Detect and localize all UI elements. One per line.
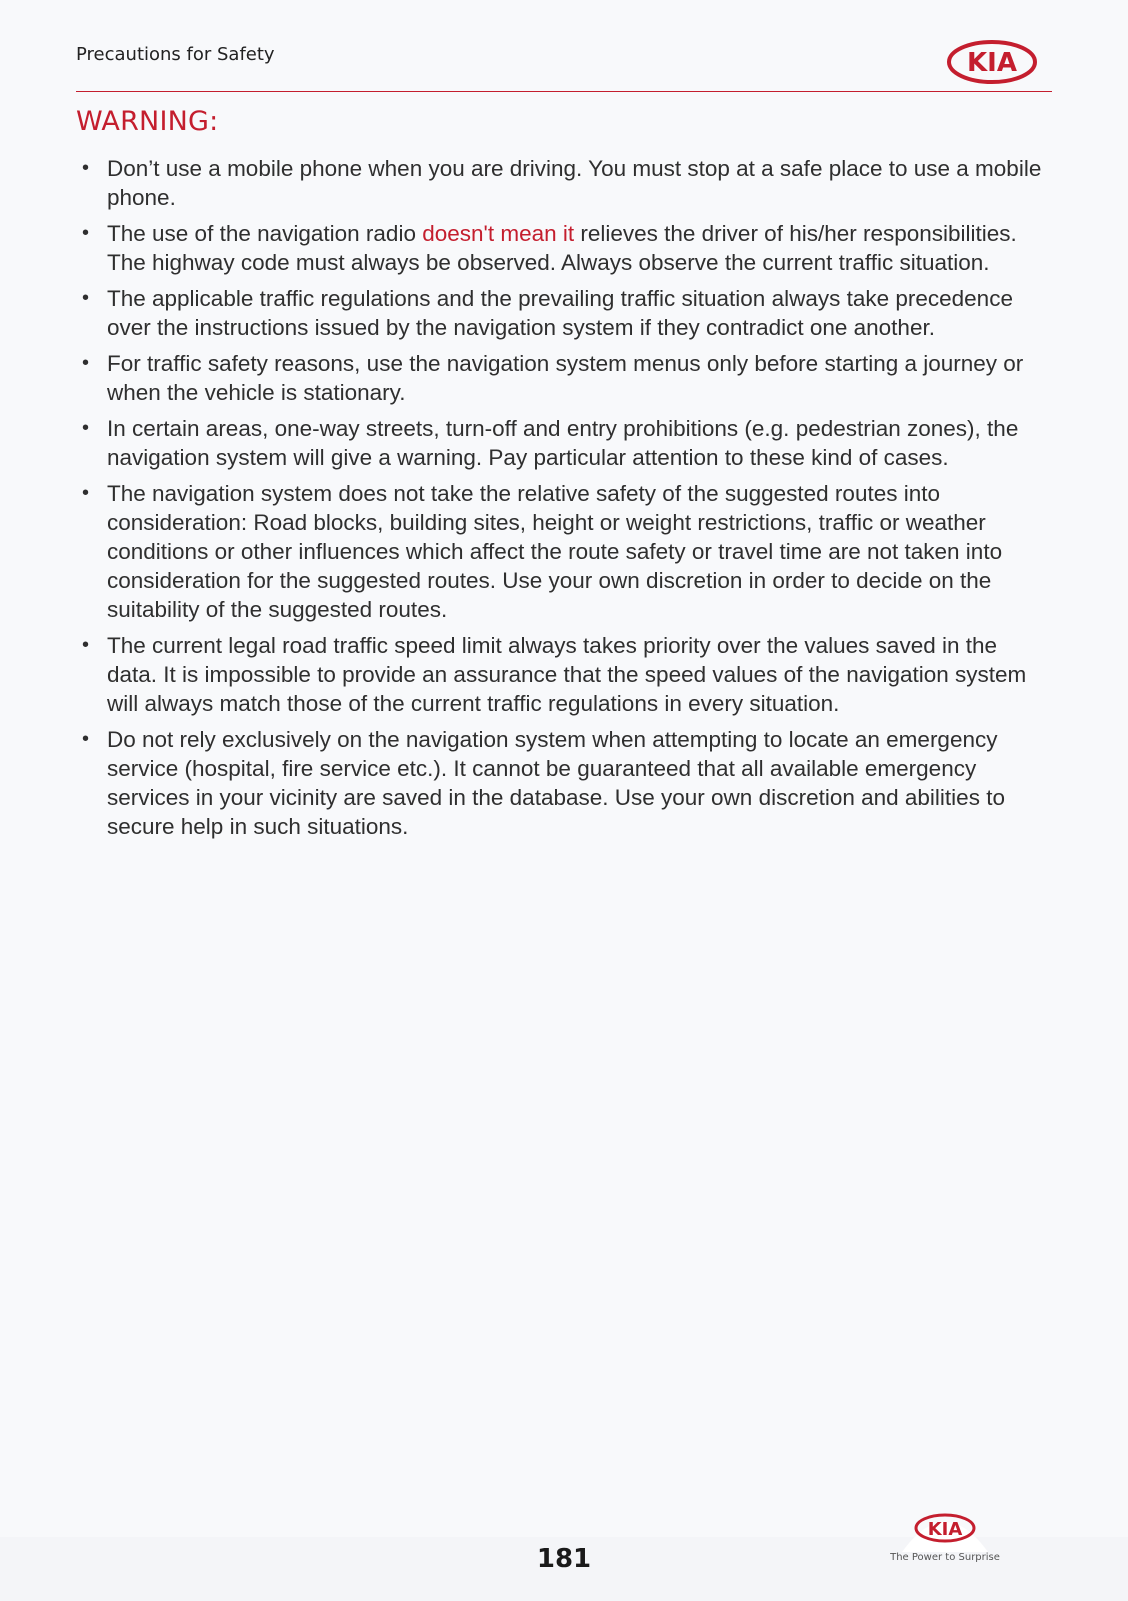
header-divider [76,91,1052,92]
warning-item: • The applicable traffic regulations and the prevailing traffic situation always take precedence over the instructions issued by the navigation system if they contradict one another. [82,286,1013,340]
kia-logo [946,38,1038,86]
section-title: Precautions for Safety [76,44,275,65]
kia-logo-text: KIA [967,48,1017,78]
page-header [76,38,1052,94]
warning-item: • Do not rely exclusively on the navigation system when attempting to locate an emergency service (hospital, fire service etc.). It cannot be guaranteed that all available emergency services in your vicinity are saved in the database. Use your own discretion and abilities to secure help in such situations. [82,727,1005,839]
footer-kia-logo-text: KIA [927,1519,963,1540]
footer-brand [882,1502,1008,1572]
warning-list [76,154,1052,848]
bullet-dot: • [82,728,90,750]
page-number: 181 [536,1544,592,1574]
warning-item: • Don’t use a mobile phone when you are driving. You must stop at a safe place to use a mobile phone. [82,156,1042,210]
bullet-dot: • [82,287,90,309]
bullet-dot: • [82,417,90,439]
bullet-dot: • [82,157,90,179]
warning-item: • In certain areas, one-way streets, turn-off and entry prohibitions (e.g. pedestrian zones), the navigation system will give a warning. Pay particular attention to these kind of cases. [82,416,1019,470]
footer-kia-logo [882,1502,1008,1552]
bullet-dot: • [82,222,90,244]
brand-tagline: The Power to Surprise [890,1552,1000,1563]
highlighted-text: doesn't mean it [422,221,575,246]
warning-item: • The current legal road traffic speed limit always takes priority over the values saved in the data. It is impossible to provide an assurance that the speed values of the navigation system will always match those of the current traffic regulations in every situation. [82,633,1027,716]
warning-item: • For traffic safety reasons, use the navigation system menus only before starting a journey or when the vehicle is stationary. [82,351,1024,405]
bullet-dot: • [82,634,90,656]
bullet-dot: • [82,482,90,504]
warning-item: • The use of the navigation radio doesn't mean it relieves the driver of his/her responsibilities. The highway code must always be observed. Always observe the current traffic situation. [82,221,1017,275]
bullet-dot: • [82,352,90,374]
warning-item: • The navigation system does not take the relative safety of the suggested routes into consideration: Road blocks, building sites, height or weight restrictions, traffic or weather conditions or other influences which affect the route safety or travel time are not taken into consideration for the suggested routes. Use your own discretion in order to decide on the suitability of the suggested routes. [82,481,1003,622]
warning-heading: WARNING: [76,106,219,137]
